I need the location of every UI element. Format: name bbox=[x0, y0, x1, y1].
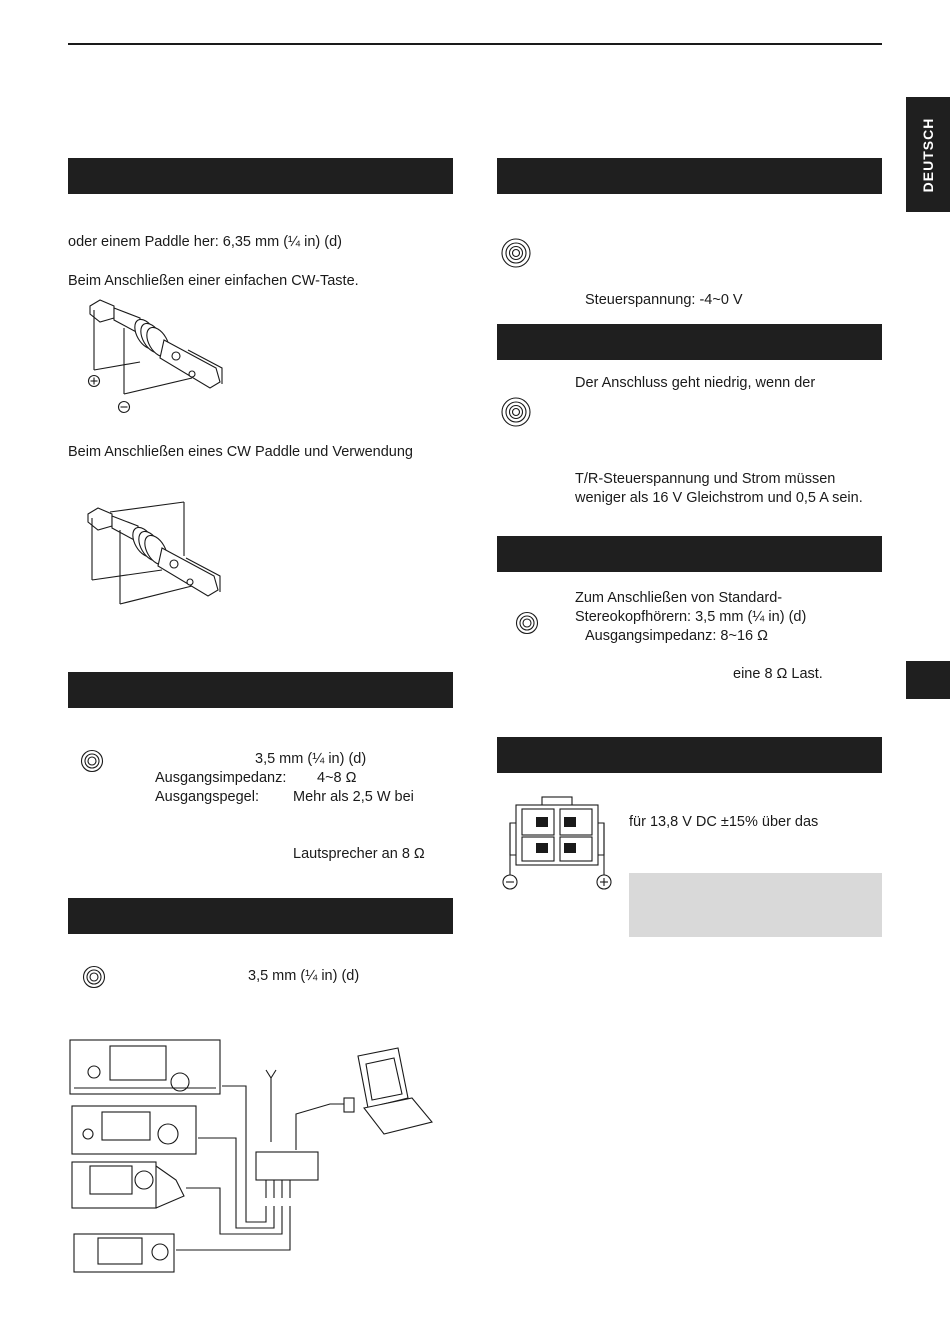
send-line-3: weniger als 16 V Gleichstrom und 0,5 A sein. bbox=[575, 490, 863, 506]
chapter-tab bbox=[906, 661, 950, 699]
section-bar-key bbox=[68, 158, 453, 194]
interface-box bbox=[256, 1152, 318, 1180]
alc-jack-icon bbox=[500, 237, 532, 269]
send-line-2: T/R-Steuerspannung und Strom müssen bbox=[575, 471, 836, 487]
straight-key-text: Beim Anschließen einer einfachen CW-Taste. bbox=[68, 273, 359, 289]
transceiver-1-icon bbox=[70, 1040, 220, 1094]
transceiver-3-icon bbox=[72, 1162, 184, 1208]
paddle-plug-icon bbox=[80, 500, 240, 610]
paddle-text: Beim Anschließen eines CW Paddle und Verwendung bbox=[68, 444, 413, 460]
phones-line-2: Stereokopfhörern: 3,5 mm (¼ in) (d) bbox=[575, 609, 807, 625]
section-bar-phones bbox=[497, 536, 882, 572]
transceiver-2-icon bbox=[72, 1106, 196, 1154]
remote-jack: 3,5 mm (¼ in) (d) bbox=[248, 968, 360, 984]
alc-voltage: Steuerspannung: -4~0 V bbox=[585, 292, 743, 308]
straight-key-plug-icon bbox=[80, 292, 240, 417]
section-bar-remote bbox=[68, 898, 453, 934]
speaker-impedance-label: Ausgangsimpedanz: bbox=[155, 770, 287, 786]
phones-load: eine 8 Ω Last. bbox=[733, 666, 823, 682]
remote-jack-icon bbox=[82, 965, 106, 989]
speaker-level-label: Ausgangspegel: bbox=[155, 789, 259, 805]
send-line-1: Der Anschluss geht niedrig, wenn der bbox=[575, 375, 816, 391]
connection-diagram bbox=[68, 1038, 438, 1278]
speaker-impedance-value: 4~8 Ω bbox=[317, 770, 357, 786]
send-jack-icon bbox=[500, 396, 532, 428]
top-rule bbox=[68, 43, 882, 45]
language-tab-label: DEUTSCH bbox=[920, 117, 936, 192]
laptop-icon bbox=[358, 1048, 432, 1134]
dc-note-box bbox=[629, 873, 882, 937]
key-paddle-text: oder einem Paddle her: 6,35 mm (¼ in) (d) bbox=[68, 234, 343, 250]
dc-supply-text: für 13,8 V DC ±15% über das bbox=[629, 814, 819, 830]
phones-line-1: Zum Anschließen von Standard- bbox=[575, 590, 783, 606]
speaker-load: Lautsprecher an 8 Ω bbox=[293, 846, 425, 862]
phones-jack-icon bbox=[515, 611, 539, 635]
speaker-level-value: Mehr als 2,5 W bei bbox=[293, 789, 414, 805]
speaker-jack-icon bbox=[80, 749, 104, 773]
language-tab bbox=[906, 97, 950, 212]
phones-impedance: Ausgangsimpedanz: 8~16 Ω bbox=[585, 628, 768, 644]
section-bar-send bbox=[497, 324, 882, 360]
section-bar-speaker bbox=[68, 672, 453, 708]
section-bar-alc bbox=[497, 158, 882, 194]
speaker-jack: 3,5 mm (¼ in) (d) bbox=[255, 751, 367, 767]
section-bar-dc bbox=[497, 737, 882, 773]
transceiver-4-icon bbox=[74, 1234, 174, 1272]
dc-connector-icon bbox=[498, 795, 616, 895]
